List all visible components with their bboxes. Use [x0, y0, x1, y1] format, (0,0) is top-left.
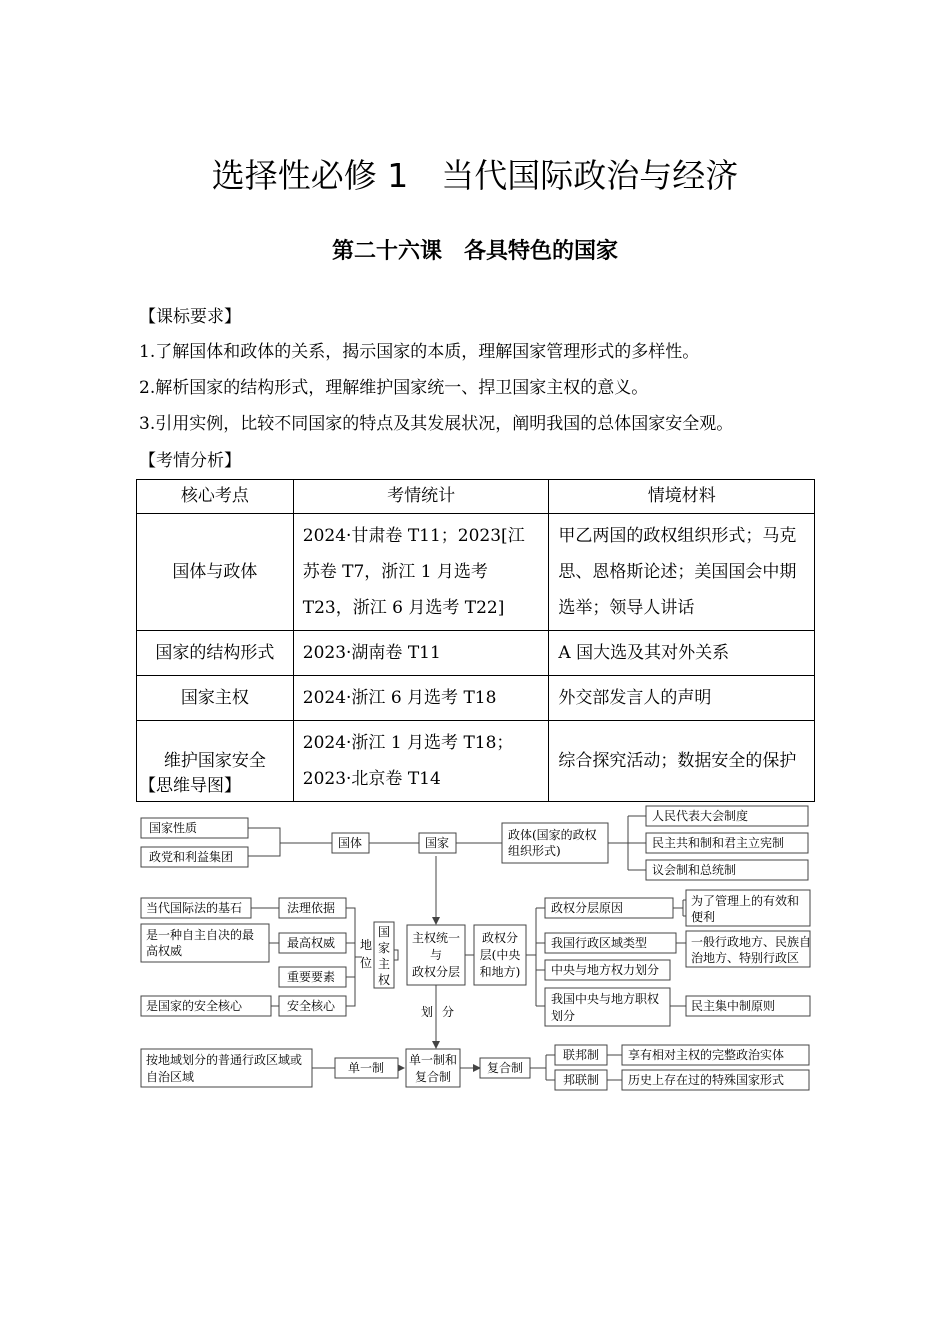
node-label: 国体: [337, 836, 363, 850]
table-cell-material: 甲乙两国的政权组织形式；马克思、恩格斯论述；美国国会中期选举；领导人讲话: [549, 514, 815, 631]
lesson-title: 第二十六课 各具特色的国家: [331, 239, 618, 264]
table-cell-material: A 国大选及其对外关系: [549, 631, 815, 676]
node-label: 历史上存在过的特殊国家形式: [628, 1073, 785, 1087]
table-row: [137, 676, 815, 721]
node-label: 法理依据: [287, 901, 336, 915]
table-cell-material: 综合探究活动；数据安全的保护: [549, 721, 815, 802]
node-label: 邦联制: [562, 1073, 600, 1087]
node-label: 自治区域: [146, 1070, 195, 1084]
node-label: 是一种自主自决的最: [146, 928, 255, 942]
table-cell-stats: 2024·浙江 1 月选考 T18；2023·北京卷 T14: [293, 721, 549, 802]
node-label: 重要要素: [287, 970, 336, 984]
section-requirements-heading: 【课标要求】: [139, 307, 241, 327]
node-label: 主权统一: [411, 931, 461, 945]
node-label: 复合制: [414, 1070, 452, 1084]
table-cell-stats: 2024·甘肃卷 T11；2023[江苏卷 T7，浙江 1 月选考 T23，浙江 6 月选考 T22]: [293, 514, 549, 631]
node-label: 国: [377, 925, 391, 939]
table-header: 考情统计: [293, 480, 549, 514]
node-label: 是国家的安全核心: [146, 999, 243, 1013]
table-row: [137, 514, 815, 631]
node-label: 中央与地方权力划分: [551, 963, 660, 977]
table-header: 核心考点: [137, 480, 294, 514]
node-label: 高权威: [146, 944, 183, 958]
table-row: [137, 631, 815, 676]
node-label: 联邦制: [562, 1048, 600, 1062]
node-label: 我国中央与地方职权: [551, 992, 660, 1006]
table-header-row: [137, 480, 815, 514]
node-label: 分: [442, 1005, 455, 1019]
node-label: 划: [421, 1005, 434, 1019]
node-label: 主: [377, 957, 391, 971]
node-label: 民主集中制原则: [691, 999, 776, 1013]
node-label: 安全核心: [287, 999, 336, 1013]
node-label: 家: [377, 941, 391, 955]
node-label: 政权分层: [411, 965, 461, 979]
node-label: 位: [359, 956, 373, 970]
table-cell-stats: 2024·浙江 6 月选考 T18: [293, 676, 549, 721]
exam-analysis-table: [136, 479, 815, 802]
node-label: 政体(国家的政权: [508, 828, 597, 842]
node-label: 便利: [691, 910, 716, 924]
node-label: 享有相对主权的完整政治实体: [628, 1048, 785, 1062]
page-title: 选择性必修 1 当代国际政治与经济: [211, 156, 739, 195]
node-label: 复合制: [486, 1061, 524, 1075]
node-label: 划分: [551, 1009, 576, 1023]
node-label: 国家: [424, 836, 450, 850]
node-label: 单一制和: [408, 1053, 458, 1067]
mind-map: [138, 800, 812, 1095]
requirement-item: 2.解析国家的结构形式，理解维护国家统一、捍卫国家主权的意义。: [139, 378, 649, 398]
node-label: 地: [359, 938, 373, 952]
node-label: 和地方): [479, 965, 521, 979]
node-label: 议会制和总统制: [652, 863, 737, 877]
node-label: 与: [429, 948, 443, 962]
node-label: 当代国际法的基石: [146, 901, 243, 915]
table-header: 情境材料: [549, 480, 815, 514]
node-label: 国家性质: [149, 821, 198, 835]
table-cell-topic: 国家的结构形式: [137, 631, 294, 676]
node-label: 权: [377, 973, 391, 987]
node-label: 政权分: [481, 931, 519, 945]
node-label: 单一制: [347, 1061, 385, 1075]
node-label: 组织形式): [508, 844, 561, 858]
node-label: 民主共和制和君主立宪制: [652, 836, 785, 850]
table-cell-topic: 维护国家安全: [137, 721, 294, 802]
table-cell-material: 外交部发言人的声明: [549, 676, 815, 721]
node-label: 人民代表大会制度: [652, 809, 749, 823]
table-cell-topic: 国体与政体: [137, 514, 294, 631]
node-label: 政权分层原因: [551, 901, 624, 915]
table-cell-stats: 2023·湖南卷 T11: [293, 631, 549, 676]
node-label: 为了管理上的有效和: [691, 894, 800, 908]
node-label: 政党和利益集团: [149, 850, 234, 864]
node-label: 最高权威: [287, 936, 336, 950]
table-cell-topic: 国家主权: [137, 676, 294, 721]
requirement-item: 3.引用实例，比较不同国家的特点及其发展状况，阐明我国的总体国家安全观。: [139, 414, 734, 434]
section-mindmap-heading: 【思维导图】: [139, 776, 241, 796]
node-label: 按地域划分的普通行政区域或: [146, 1053, 303, 1067]
node-label: 一般行政地方、民族自: [691, 935, 812, 949]
requirement-item: 1.了解国体和政体的关系，揭示国家的本质，理解国家管理形式的多样性。: [139, 342, 700, 362]
section-analysis-heading: 【考情分析】: [139, 451, 241, 471]
node-label: 治地方、特别行政区: [691, 951, 800, 965]
node-label: 层(中央: [479, 948, 521, 962]
node-label: 我国行政区域类型: [551, 936, 648, 950]
